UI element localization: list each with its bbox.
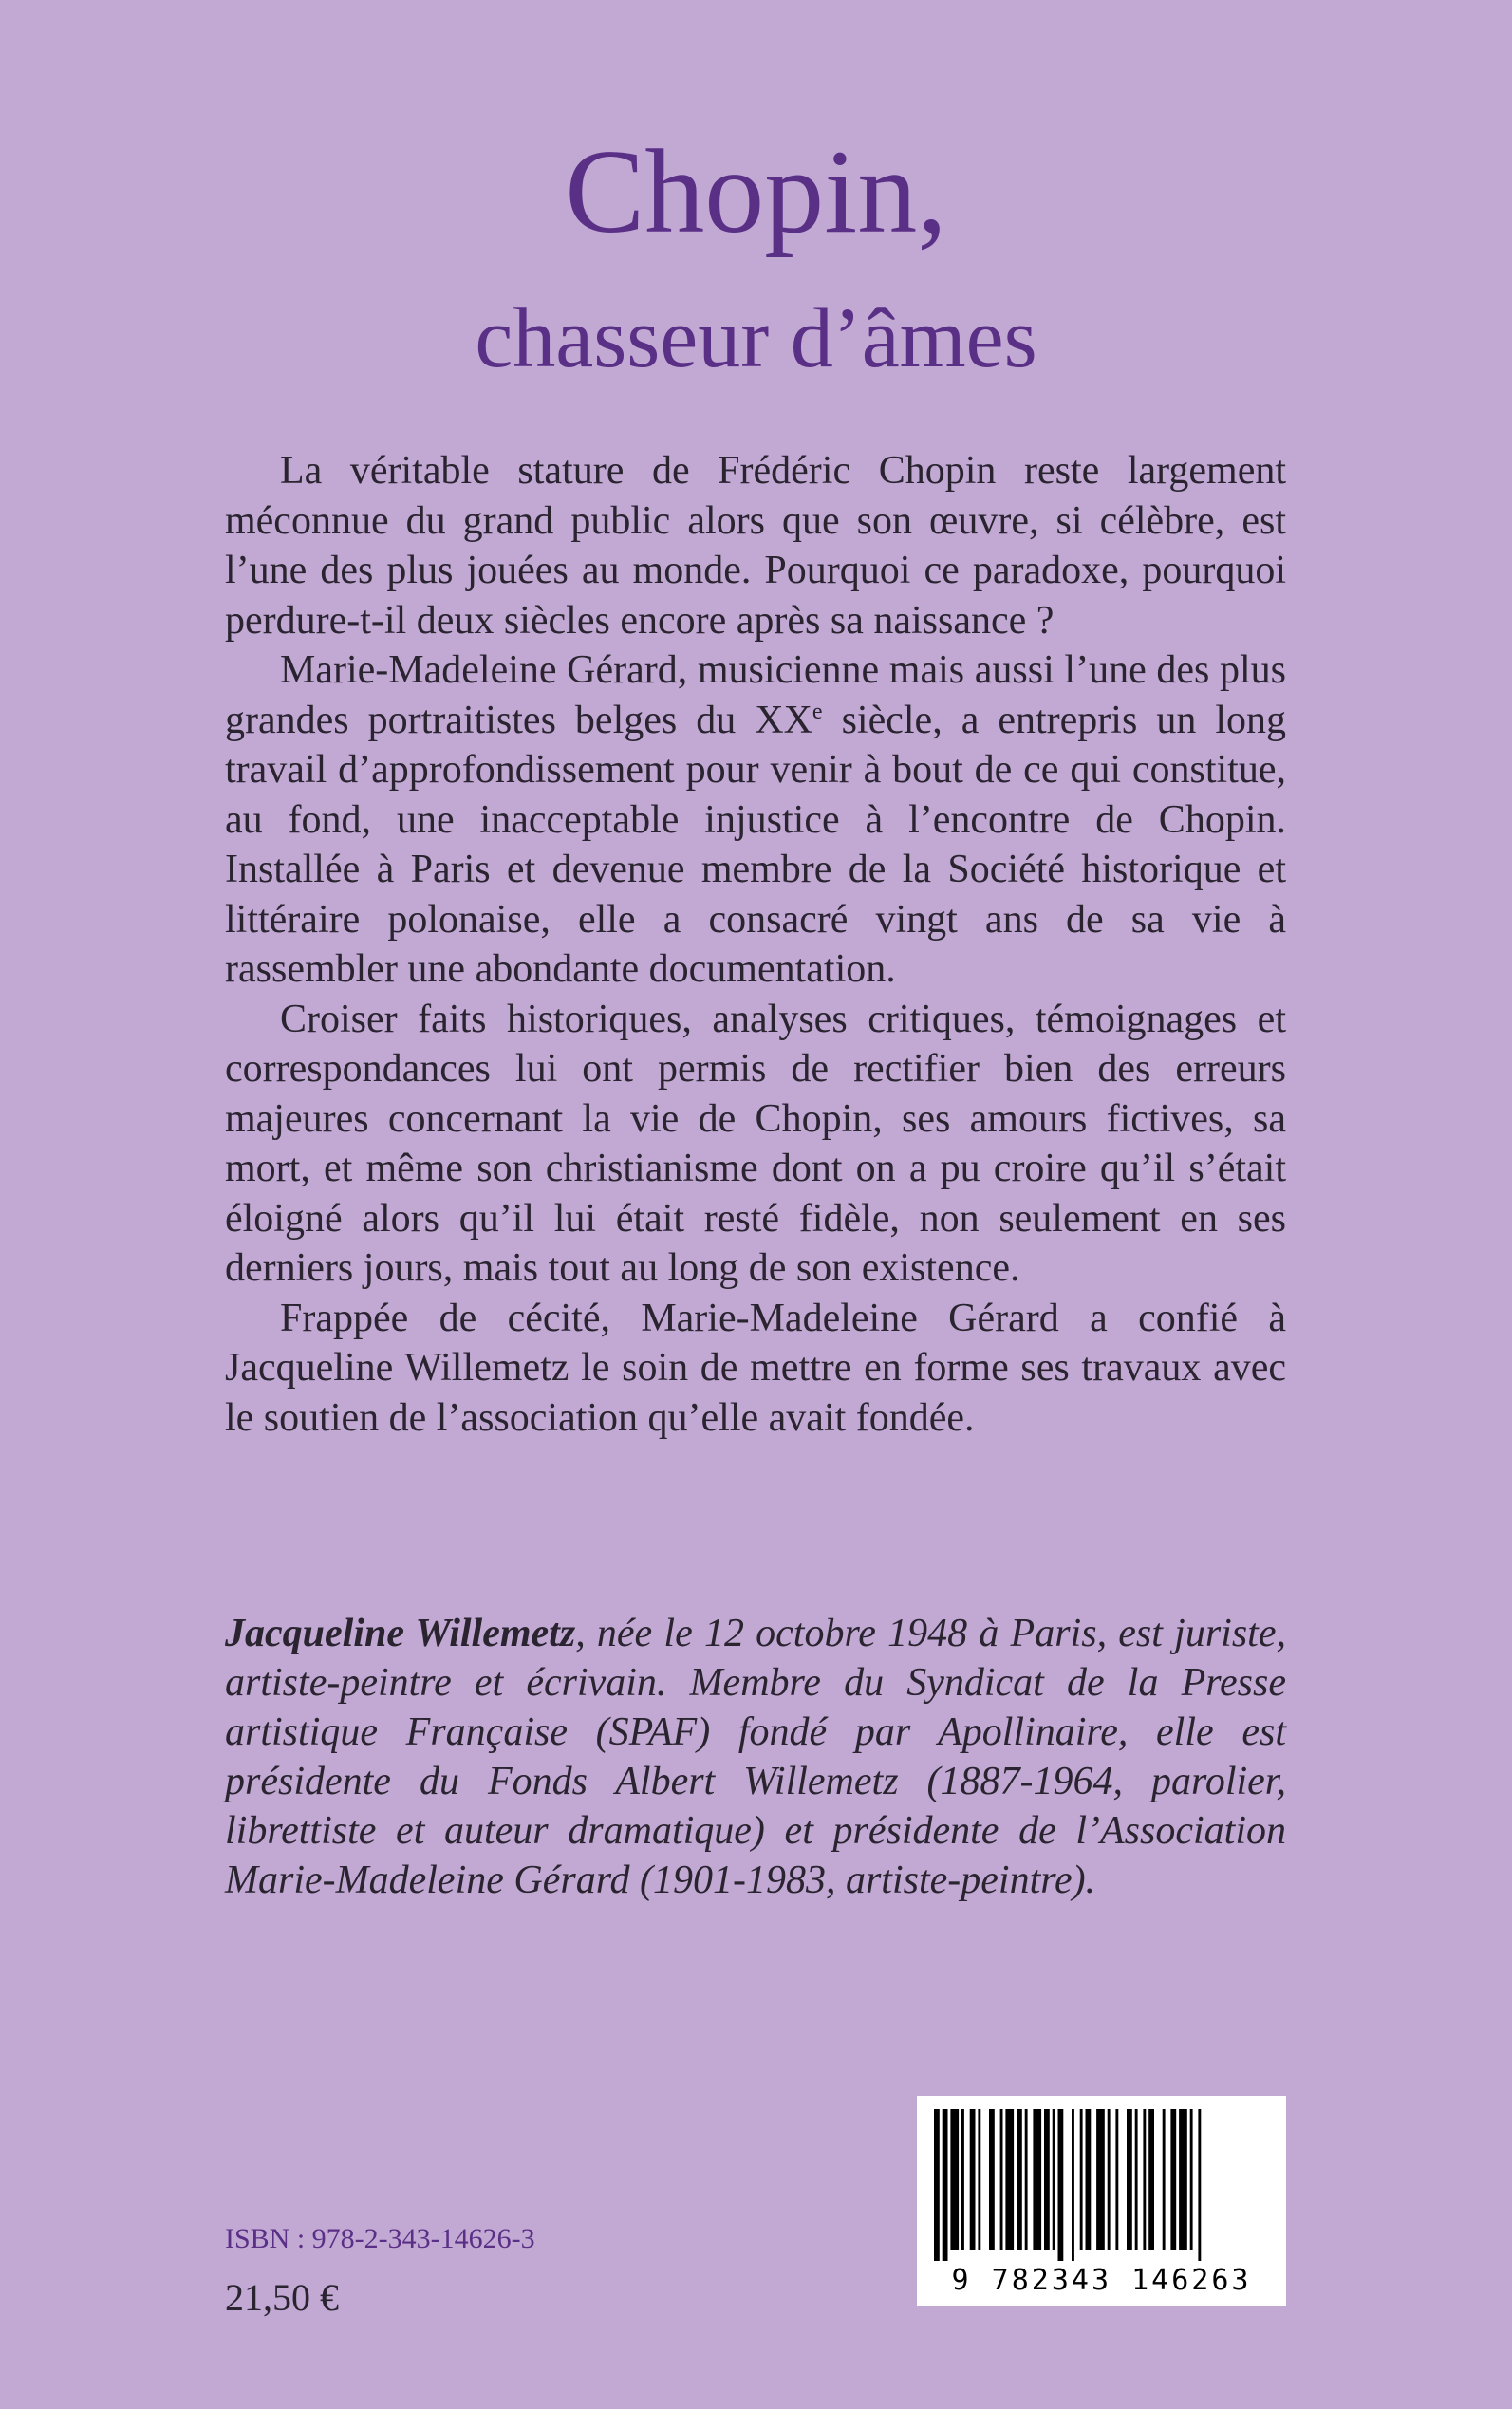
barcode-bar [1017, 2109, 1022, 2250]
back-cover-blurb [225, 446, 1286, 1443]
barcode-bar [1198, 2109, 1201, 2261]
barcode-bar [950, 2109, 959, 2250]
century-superscript: e [812, 699, 823, 724]
barcode-bar [1000, 2109, 1003, 2250]
author-bio [225, 1609, 1286, 1905]
barcode-bar [1053, 2109, 1055, 2250]
barcode-bar [1005, 2109, 1014, 2250]
author-name: Jacqueline Willemetz [225, 1612, 576, 1655]
barcode-bar [1170, 2109, 1176, 2250]
price: 21,50 € [225, 2276, 339, 2319]
barcode-bar [1108, 2109, 1111, 2250]
barcode-bar [1080, 2109, 1083, 2250]
barcode-bar [989, 2109, 995, 2250]
barcode-bar [1135, 2109, 1138, 2250]
barcode-bars [932, 2109, 1271, 2261]
barcode-bar [1148, 2109, 1154, 2250]
book-subtitle: chasseur d’âmes [475, 291, 1037, 385]
barcode-bar [1058, 2109, 1064, 2261]
barcode-bar [1179, 2109, 1187, 2250]
blurb-paragraph-2 [225, 645, 1286, 995]
barcode-bar [1115, 2109, 1118, 2250]
barcode-number: 9 782343 146263 [951, 2264, 1252, 2297]
barcode-bar [1163, 2109, 1166, 2250]
author-bio-text: , née le 12 octobre 1948 à Paris, est juriste, artiste-peintre et écrivain. Membre du Syndicat de la Presse artistique Française (SPAF) fondé par Apollinaire, elle est présidente du Fonds Albert Willemetz (1887-1964, parolier, librettiste et auteur dramatique) et présidente de l’Association Marie-Madeleine Gérard (1901-1983, artiste-peintre). [225, 1612, 1286, 1902]
barcode-bar [1127, 2109, 1132, 2250]
blurb-paragraph-3: Croiser faits historiques, analyses critiques, témoignages et correspondances lui ont permis de rectifier bien des erreurs majeures concernant la vie de Chopin, ses amours fictives, sa mort, et même son christianisme dont on a pu croire qu’il s’était éloigné alors qu’il lui était resté fidèle, non seulement en ses derniers jours, mais tout au long de son existence. [225, 997, 1286, 1290]
barcode-bar [1143, 2109, 1146, 2250]
barcode [917, 2096, 1286, 2306]
blurb-paragraph-4: Frappée de cécité, Marie-Madeleine Gérard a confié à Jacqueline Willemetz le soin de mettre en forme ses travaux avec le soutien de l’association qu’elle avait fondée. [225, 1296, 1286, 1440]
barcode-bar [934, 2109, 940, 2261]
barcode-bar [978, 2109, 980, 2250]
barcode-bar [1025, 2109, 1028, 2250]
book-title: Chopin, [565, 126, 947, 258]
blurb-paragraph-2-part-1: Marie-Madeleine Gérard, musicienne mais aussi l’une des plus grandes portraitistes belges du XX [225, 648, 1286, 742]
barcode-bar [1044, 2109, 1050, 2250]
barcode-bar [1033, 2109, 1041, 2250]
barcode-bar [970, 2109, 976, 2250]
barcode-bar [943, 2109, 948, 2261]
barcode-bar [1086, 2109, 1092, 2250]
isbn: ISBN : 978-2-343-14626-3 [225, 2223, 535, 2254]
barcode-bar [1190, 2109, 1193, 2250]
blurb-paragraph-2-part-2: siècle, a entrepris un long travail d’approfondissement pour venir à bout de ce qui constitue, au fond, une inacceptable injustice à l’encontre de Chopin. Installée à Paris et devenue membre de la Société historique et littéraire polonaise, elle a consacré vingt ans de sa vie à rassembler une abondante documentation. [225, 698, 1286, 991]
barcode-bar [961, 2109, 964, 2250]
blurb-paragraph-1: La véritable stature de Frédéric Chopin reste largement méconnue du grand public alors que son œuvre, si célèbre, est l’une des plus jouées au monde. Pourquoi ce paradoxe, pourquoi perdure-t-il deux siècles encore après sa naissance ? [225, 449, 1286, 643]
barcode-bar [1096, 2109, 1105, 2250]
barcode-bar [1072, 2109, 1074, 2261]
